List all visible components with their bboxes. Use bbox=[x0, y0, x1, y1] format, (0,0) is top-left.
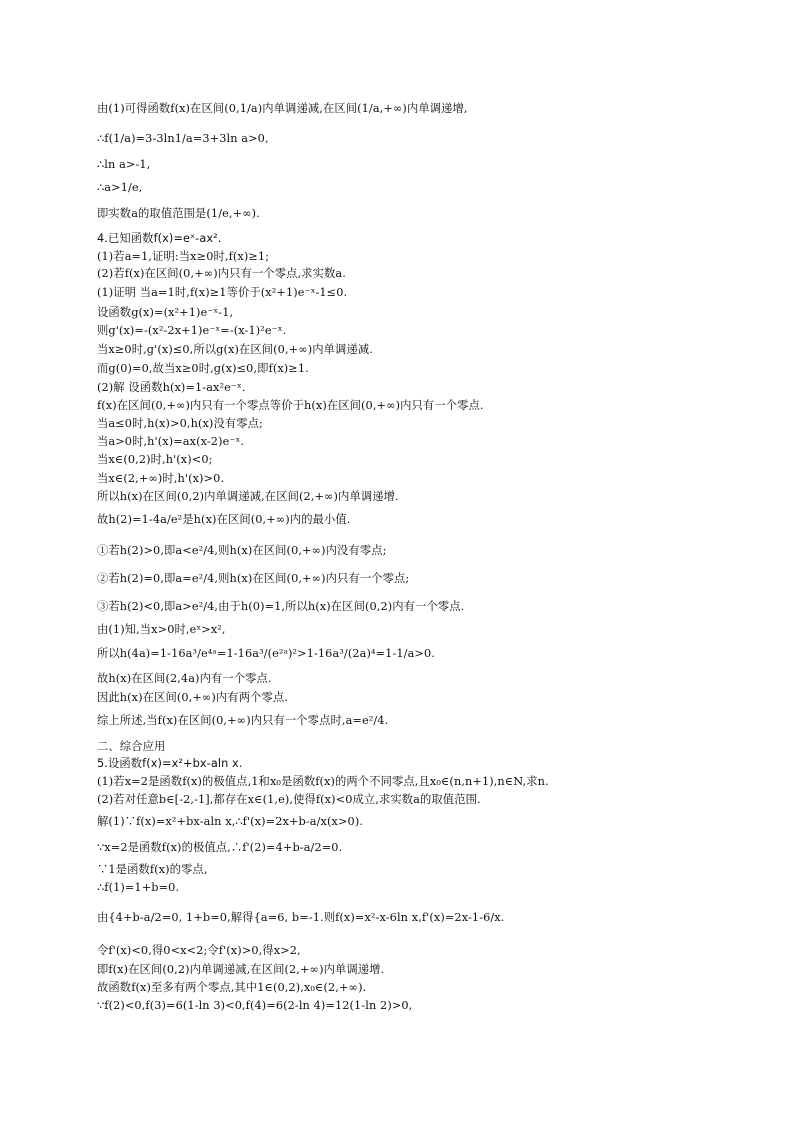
text-line: (2)若f(x)在区间(0,+∞)内只有一个零点,求实数a. bbox=[97, 267, 346, 280]
text-line: 设函数g(x)=(x²+1)e⁻ˣ-1, bbox=[97, 306, 234, 319]
text-line: ③若h(2)<0,即a>e²/4,由于h(0)=1,所以h(x)在区间(0,2)内有一个零点. bbox=[97, 600, 465, 613]
text-line: (1)若x=2是函数f(x)的极值点,1和x₀是函数f(x)的两个不同零点,且x₀∈(n,n+1),n∈N,求n. bbox=[97, 775, 549, 788]
text-line: 综上所述,当f(x)在区间(0,+∞)内只有一个零点时,a=e²/4. bbox=[97, 714, 389, 727]
section-heading: 二、综合应用 bbox=[97, 740, 166, 753]
text-line: 由(1)知,当x>0时,eˣ>x², bbox=[97, 623, 226, 636]
text-line: 当x≥0时,g'(x)≤0,所以g(x)在区间(0,+∞)内单调递减. bbox=[97, 343, 373, 356]
text-line: 即f(x)在区间(0,2)内单调递减,在区间(2,+∞)内单调递增. bbox=[97, 963, 385, 976]
text-line: 由{4+b-a/2=0, 1+b=0,解得{a=6, b=-1.则f(x)=x²-x-6ln x,f'(x)=2x-1-6/x. bbox=[97, 911, 505, 924]
text-line: 而g(0)=0,故当x≥0时,g(x)≤0,即f(x)≥1. bbox=[97, 362, 309, 375]
text-line: 则g'(x)=-(x²-2x+1)e⁻ˣ=-(x-1)²e⁻ˣ. bbox=[97, 324, 287, 337]
text-line: (1)证明 当a=1时,f(x)≥1等价于(x²+1)e⁻ˣ-1≤0. bbox=[97, 286, 348, 299]
text-line: ②若h(2)=0,即a=e²/4,则h(x)在区间(0,+∞)内只有一个零点; bbox=[97, 572, 410, 585]
text-line: 当a≤0时,h(x)>0,h(x)没有零点; bbox=[97, 417, 263, 430]
text-line: 当x∈(2,+∞)时,h'(x)>0. bbox=[97, 472, 225, 485]
text-line: 因此h(x)在区间(0,+∞)内有两个零点. bbox=[97, 691, 288, 704]
text-line: 解(1)∵f(x)=x²+bx-aln x,∴f'(x)=2x+b-a/x(x>0). bbox=[97, 815, 364, 828]
problem-4-statement: 4.已知函数f(x)=eˣ-ax². bbox=[97, 232, 222, 245]
text-line: (2)若对任意b∈[-2,-1],都存在x∈(1,e),使得f(x)<0成立,求实数a的取值范围. bbox=[97, 793, 481, 806]
text-line: 故h(x)在区间(2,4a)内有一个零点. bbox=[97, 672, 272, 685]
text-line: 令f'(x)<0,得0<x<2;令f'(x)>0,得x>2, bbox=[97, 944, 301, 957]
text-line: 所以h(x)在区间(0,2)内单调递减,在区间(2,+∞)内单调递增. bbox=[97, 490, 399, 503]
text-line: ∵x=2是函数f(x)的极值点,∴f'(2)=4+b-a/2=0. bbox=[97, 841, 343, 854]
text-line: (2)解 设函数h(x)=1-ax²e⁻ˣ. bbox=[97, 381, 246, 394]
text-line: f(x)在区间(0,+∞)内只有一个零点等价于h(x)在区间(0,+∞)内只有一个零点. bbox=[97, 399, 484, 412]
text-line: ∴a>1/e, bbox=[97, 181, 143, 194]
text-line: 故h(2)=1-4a/e²是h(x)在区间(0,+∞)内的最小值. bbox=[97, 513, 351, 526]
text-line: 由(1)可得函数f(x)在区间(0,1/a)内单调递减,在区间(1/a,+∞)内单调递增, bbox=[97, 102, 468, 115]
text-line: ∴ln a>-1, bbox=[97, 158, 151, 171]
text-line: 所以h(4a)=1-16a³/e⁴ᵃ=1-16a³/(e²ᵃ)²>1-16a³/(2a)⁴=1-1/a>0. bbox=[97, 647, 435, 660]
text-line: 故函数f(x)至多有两个零点,其中1∈(0,2),x₀∈(2,+∞). bbox=[97, 981, 367, 994]
text-line: 当a>0时,h'(x)=ax(x-2)e⁻ˣ. bbox=[97, 435, 245, 448]
text-line: ∵1是函数f(x)的零点, bbox=[97, 863, 208, 876]
text-line: ∴f(1/a)=3-3ln1/a=3+3ln a>0, bbox=[97, 132, 269, 145]
text-line: 当x∈(0,2)时,h'(x)<0; bbox=[97, 453, 213, 466]
text-line: ∵f(2)<0,f(3)=6(1-ln 3)<0,f(4)=6(2-ln 4)=12(1-ln 2)>0, bbox=[97, 999, 413, 1012]
text-line: 即实数a的取值范围是(1/e,+∞). bbox=[97, 207, 260, 220]
text-line: ①若h(2)>0,即a<e²/4,则h(x)在区间(0,+∞)内没有零点; bbox=[97, 544, 387, 557]
problem-5-statement: 5.设函数f(x)=x²+bx-aln x. bbox=[97, 757, 243, 770]
text-line: (1)若a=1,证明:当x≥0时,f(x)≥1; bbox=[97, 250, 270, 263]
text-line: ∴f(1)=1+b=0. bbox=[97, 881, 180, 894]
